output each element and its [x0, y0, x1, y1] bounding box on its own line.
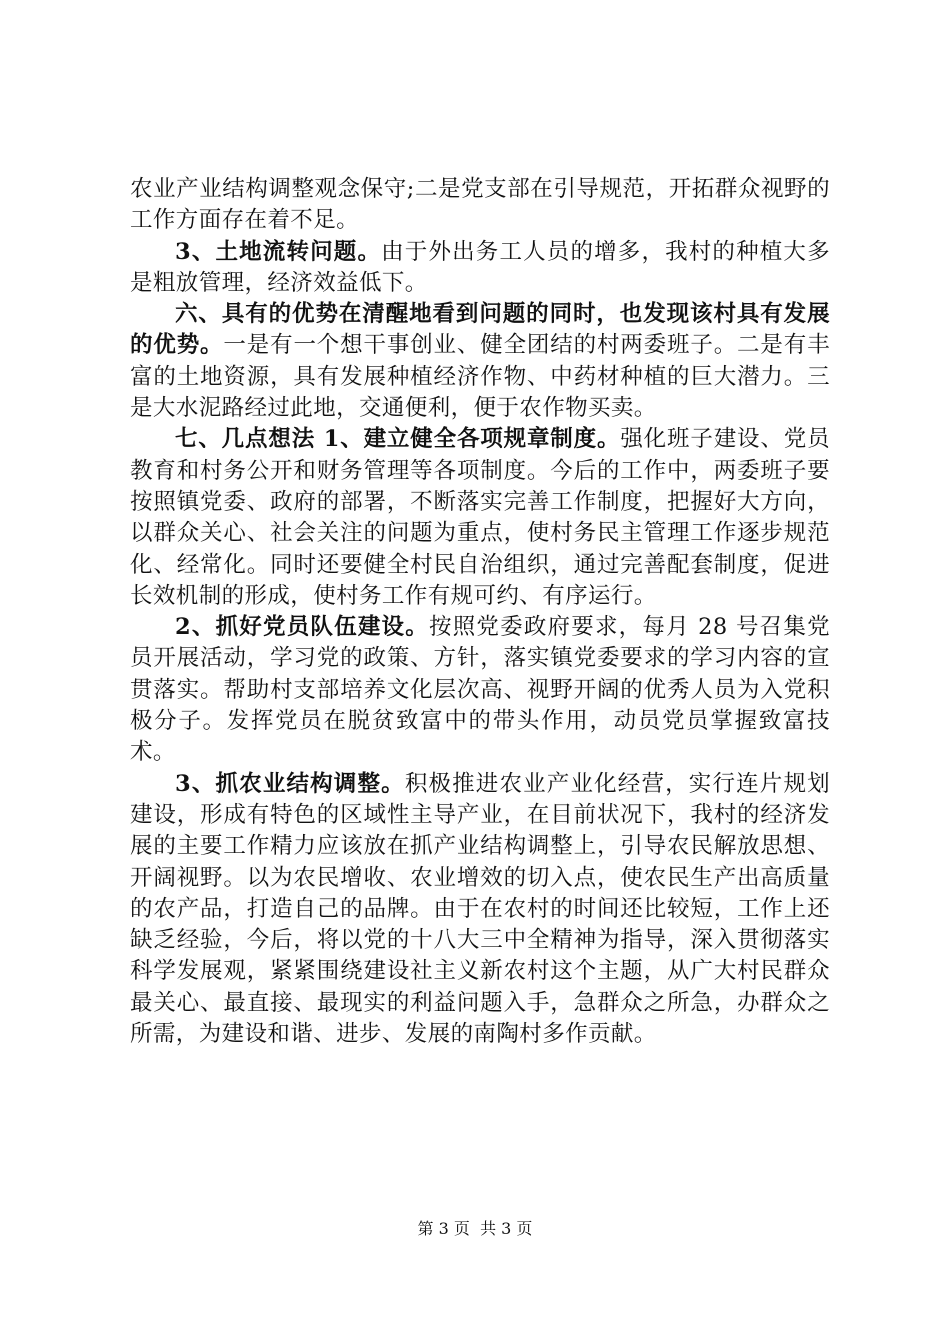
paragraph-heading: 2、抓好党员队伍建设。 [175, 614, 429, 641]
page-footer [0, 1216, 950, 1239]
paragraph-4 [130, 424, 830, 612]
paragraph-text: 由于外出务工人员的增多，我村的种植大多是粗放管理，经济效益低下。 [130, 238, 830, 296]
paragraph-heading: 六、具有的优势在清醒地看到问题的同时，也发现该村具有发展的优势。 [130, 301, 830, 359]
paragraph-6 [130, 769, 830, 1051]
paragraph-heading: 3、抓农业结构调整。 [175, 770, 405, 797]
page-number-label: 第 3 页 共 3 页 [417, 1219, 533, 1238]
paragraph-text: 积极推进农业产业化经营，实行连片规划建设，形成有特色的区域性主导产业，在目前状况下，我村的经济发展的主要工作精力应该放在抓产业结构调整上，引导农民解放思想、开阔视野。以为农民增收、农业增效的切入点，使农民生产出高质量的农产品，打造自己的品牌。由于在农村的时间还比较短，工作上还缺乏经验，今后，将以党的十八大三中全精神为指导，深入贯彻落实科学发展观，紧紧围绕建设社主义新农村这个主题，从广大村民群众最关心、最直接、最现实的利益问题入手，急群众之所急，办群众之所需，为建设和谐、进步、发展的南陶村多作贡献。 [130, 770, 831, 1048]
paragraph-text: 农业产业结构调整观念保守;二是党支部在引导规范，开拓群众视野的工作方面存在着不足。 [130, 176, 830, 234]
paragraph-text: 按照党委政府要求，每月 28 号召集党员开展活动，学习党的政策、方针，落实镇党委要求的学习内容的宣贯落实。帮助村支部培养文化层次高、视野开阔的优秀人员为入党积极分子。发挥党员在脱贫致富中的带头作用，动员党员掌握致富技术。 [130, 614, 830, 766]
document-body [130, 174, 830, 1050]
paragraph-2 [130, 237, 830, 300]
paragraph-text: 一是有一个想干事创业、健全团结的村两委班子。二是有丰富的土地资源，具有发展种植经济作物、中药材种植的巨大潜力。三是大水泥路经过此地，交通便利，便于农作物买卖。 [130, 332, 831, 422]
paragraph-heading: 3、土地流转问题。 [175, 238, 382, 265]
paragraph-text: 强化班子建设、党员教育和村务公开和财务管理等各项制度。今后的工作中，两委班子要按照镇党委、政府的部署，不断落实完善工作制度，把握好大方向，以群众关心、社会关注的问题为重点，使村务民主管理工作逐步规范化、经常化。同时还要健全村民自治组织，通过完善配套制度，促进长效机制的形成，使村务工作有规可约、有序运行。 [130, 426, 830, 609]
paragraph-3 [130, 299, 830, 424]
paragraph-5 [130, 612, 830, 768]
paragraph-1 [130, 174, 830, 237]
paragraph-heading: 七、几点想法 1、建立健全各项规章制度。 [175, 426, 621, 453]
